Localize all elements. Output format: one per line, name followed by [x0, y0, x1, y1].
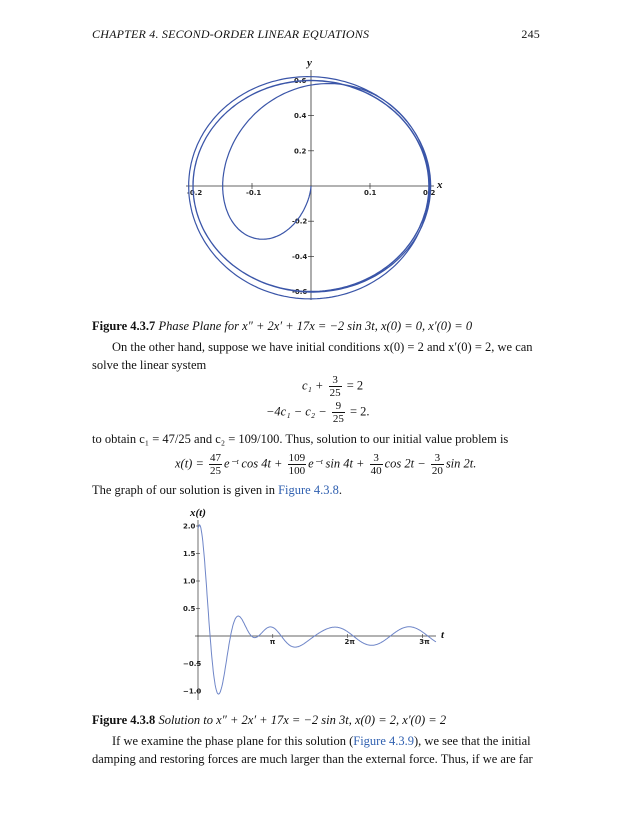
- figure-4-3-8-link[interactable]: Figure 4.3.8: [278, 483, 339, 497]
- phase-trajectory: [189, 77, 431, 299]
- phase-y-tick-label: 0.4: [294, 112, 307, 121]
- solution-y-tick-label: 0.5: [183, 605, 196, 613]
- solution-ticks: [183, 523, 430, 696]
- phase-x-tick-label: -0.2: [187, 189, 203, 197]
- solution-y-tick-label: 1.0: [183, 577, 196, 586]
- equation-1: c₁ + $\frac{3}{25}$ = 2: [302, 374, 364, 399]
- solution-equation: x(t) = $\frac{47}{25}$ e⁻ᵗ cos 4t + $\frac{109}{100}$ e⁻ᵗ sin 4t + $\frac{3}{40}$ cos 2t − $\frac{3}{20}$ sin 2t.: [175, 452, 477, 477]
- solution-curve: [198, 525, 436, 694]
- solution-y-tick-label: −1.0: [183, 687, 202, 696]
- caption-text: Phase Plane for x″ + 2x′ + 17x = −2 sin 3t, x(0) = 0, x′(0) = 0: [158, 319, 473, 333]
- solution-y-label: x(t): [190, 507, 206, 519]
- figure-4-3-7-caption: [92, 319, 472, 334]
- figure-4-3-8-caption: [92, 713, 446, 728]
- solution-y-tick-label: 2.0: [183, 522, 196, 531]
- phase-y-label: y: [307, 57, 312, 69]
- caption-label-2: Figure 4.3.8: [92, 713, 156, 727]
- phase-x-tick-label: 0.1: [364, 189, 377, 197]
- equation-2: −4c₁ − c₂ − $\frac{9}{25}$ = 2.: [266, 400, 370, 425]
- phase-y-tick-label: 0.2: [294, 147, 307, 156]
- phase-y-tick-label: -0.2: [292, 217, 308, 226]
- solution-t-label: t: [441, 629, 445, 641]
- caption-text-2: Solution to x″ + 2x′ + 17x = −2 sin 3t, x(0) = 2, x′(0) = 2: [158, 713, 447, 727]
- figure-4-3-9-link[interactable]: Figure 4.3.9: [353, 734, 415, 748]
- phase-x-tick-label: -0.1: [246, 189, 262, 197]
- phase-x-label: x: [437, 179, 443, 191]
- page-number: 245: [521, 27, 540, 41]
- paragraph-solution-intro: to obtain c₁ = 47/25 and c₂ = 109/100. Thus, solution to our initial value problem is: [92, 432, 509, 446]
- paragraph-graph-ref: The graph of our solution is given in Figure 4.3.8.: [92, 483, 342, 497]
- paragraph-initial-conditions: On the other hand, suppose we have initial conditions x(0) = 2 and x′(0) = 2, we can solve the linear system: [92, 340, 533, 372]
- caption-label: Figure 4.3.7: [92, 319, 156, 333]
- solution-plot-figure: [183, 507, 445, 700]
- phase-x-tick-label: 0.2: [423, 189, 436, 197]
- phase-plane-figure: [186, 57, 443, 300]
- paragraph-phase-plane: If we examine the phase plane for this solution (Figure 4.3.9), we see that the initial damping and restoring forces are much larger than the external force. Thus, if we are far: [92, 734, 533, 766]
- chapter-title: CHAPTER 4. SECOND-ORDER LINEAR EQUATIONS: [92, 27, 370, 41]
- solution-y-tick-label: −0.5: [183, 660, 202, 668]
- phase-y-tick-label: 0.6: [294, 76, 307, 85]
- solution-x-tick-label: π: [269, 638, 276, 646]
- solution-y-tick-label: 1.5: [183, 550, 196, 558]
- solution-x-tick-label: 2π: [344, 638, 355, 646]
- solution-x-tick-label: 3π: [419, 638, 430, 646]
- phase-y-tick-label: -0.4: [292, 252, 308, 261]
- phase-y-tick-label: -0.6: [292, 288, 308, 297]
